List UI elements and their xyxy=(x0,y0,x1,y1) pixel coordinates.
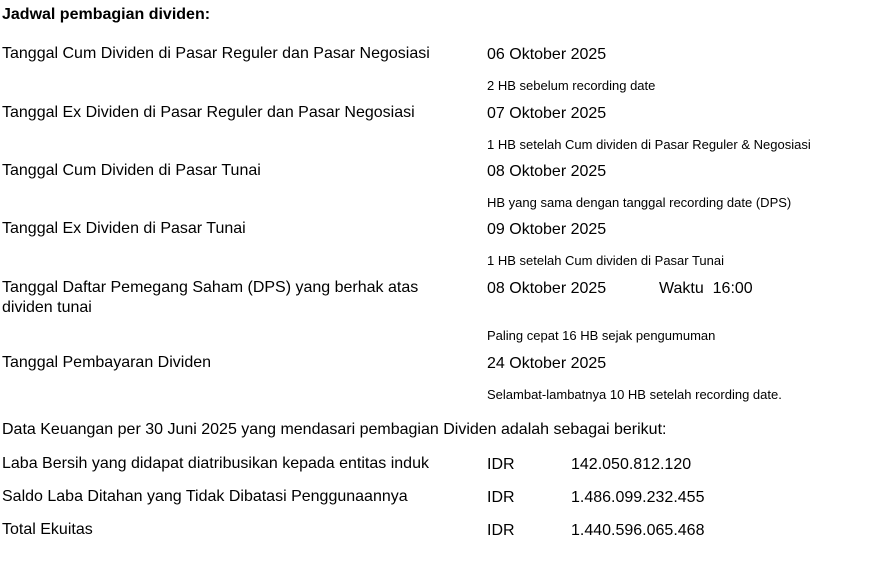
schedule-label-ex-tunai: Tanggal Ex Dividen di Pasar Tunai xyxy=(2,220,246,237)
financial-amount-laba-bersih: 142.050.812.120 xyxy=(571,456,692,473)
schedule-label-cum-tunai: Tanggal Cum Dividen di Pasar Tunai xyxy=(2,162,261,179)
schedule-label-dps: Tanggal Daftar Pemegang Saham (DPS) yang berhak atas dividen tunai xyxy=(2,279,419,316)
schedule-note-ex-tunai: 1 HB setelah Cum dividen di Pasar Tunai xyxy=(487,253,725,268)
financial-amount-saldo-laba: 1.486.099.232.455 xyxy=(571,489,705,506)
schedule-label-pembayaran: Tanggal Pembayaran Dividen xyxy=(2,354,212,371)
schedule-note-cum-tunai: HB yang sama dengan tanggal recording date (DPS) xyxy=(487,195,792,210)
schedule-label-ex-reguler: Tanggal Ex Dividen di Pasar Reguler dan Pasar Negosiasi xyxy=(2,104,415,121)
schedule-note-pembayaran: Selambat-lambatnya 10 HB setelah recording date. xyxy=(487,387,782,402)
financial-label-total-ekuitas: Total Ekuitas xyxy=(2,521,93,538)
financial-amount-total-ekuitas: 1.440.596.065.468 xyxy=(571,522,705,539)
schedule-note-dps: Paling cepat 16 HB sejak pengumuman xyxy=(487,328,716,343)
financial-currency-laba-bersih: IDR xyxy=(487,456,515,473)
financial-currency-total-ekuitas: IDR xyxy=(487,522,515,539)
schedule-date-pembayaran: 24 Oktober 2025 xyxy=(487,355,607,372)
financial-label-laba-bersih: Laba Bersih yang didapat diatribusikan kepada entitas induk xyxy=(2,455,429,472)
schedule-label-cum-reguler: Tanggal Cum Dividen di Pasar Reguler dan Pasar Negosiasi xyxy=(2,45,430,62)
financial-intro: Data Keuangan per 30 Juni 2025 yang mendasari pembagian Dividen adalah sebagai berikut: xyxy=(2,421,667,438)
schedule-note-ex-reguler: 1 HB setelah Cum dividen di Pasar Reguler & Negosiasi xyxy=(487,137,811,152)
schedule-note-cum-reguler: 2 HB sebelum recording date xyxy=(487,78,656,93)
schedule-date-cum-tunai: 08 Oktober 2025 xyxy=(487,163,607,180)
financial-currency-saldo-laba: IDR xyxy=(487,489,515,506)
schedule-date-ex-reguler: 07 Oktober 2025 xyxy=(487,105,607,122)
schedule-date-ex-tunai: 09 Oktober 2025 xyxy=(487,221,607,238)
schedule-date-dps: 08 Oktober 2025 xyxy=(487,280,607,297)
financial-label-saldo-laba: Saldo Laba Ditahan yang Tidak Dibatasi Penggunaannya xyxy=(2,488,408,505)
schedule-time-dps: Waktu 16:00 xyxy=(659,280,753,297)
schedule-date-cum-reguler: 06 Oktober 2025 xyxy=(487,46,607,63)
section-heading: Jadwal pembagian dividen: xyxy=(2,6,211,23)
